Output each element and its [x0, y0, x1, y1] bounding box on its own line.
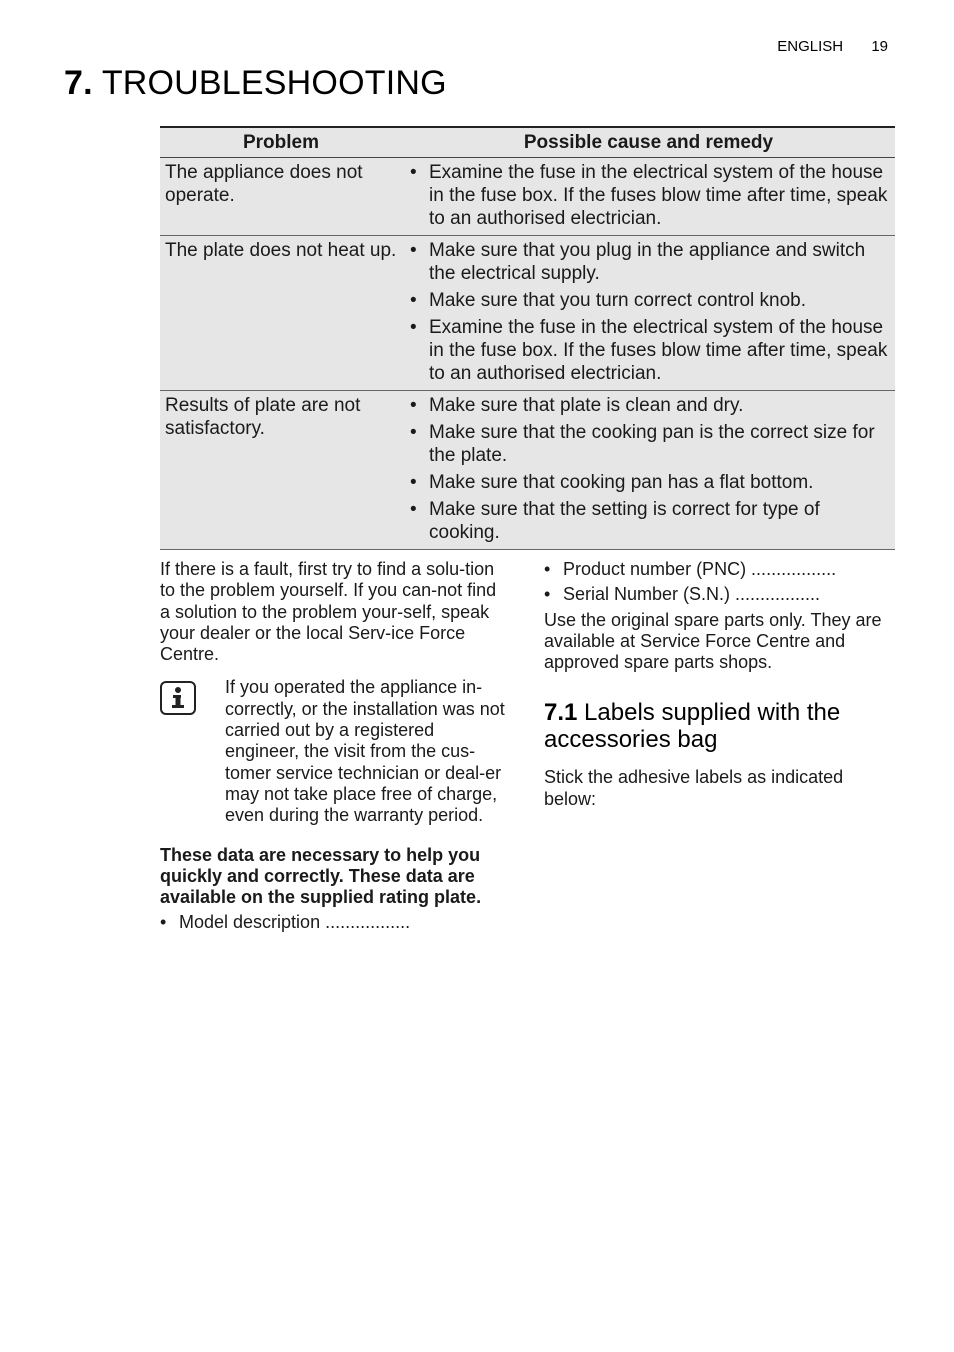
table-row — [160, 158, 895, 236]
section-title — [64, 64, 447, 103]
subsection-title — [544, 699, 900, 753]
intro-paragraph: If there is a fault, first try to find a solu-tion to the problem yourself. If you can-not find a solution to the problem your-self, speak your dealer or the local Serv-ice Force Centre. — [160, 559, 497, 665]
column-header-problem: Problem — [160, 127, 402, 158]
left-column — [160, 559, 510, 938]
remedy-item: • Make sure that you turn correct control knob. — [407, 289, 890, 312]
remedy-list — [407, 161, 890, 230]
info-note-text: If you operated the appliance in-correctly, or the installation was not carried out by a registered engineer, the visit from the cus-tomer service technician or deal-er may not take place free of charge, even during the warranty period. — [225, 677, 505, 826]
remedy-item: • Examine the fuse in the electrical system of the house in the fuse box. If the fuses blow time after time, speak to an authorised electrician. — [407, 161, 890, 230]
page-number: 19 — [871, 38, 888, 55]
stick-labels-paragraph: Stick the adhesive labels as indicated below: — [544, 767, 844, 809]
remedy-item: • Make sure that plate is clean and dry. — [407, 394, 890, 417]
data-note: These data are necessary to help you quickly and correctly. These data are available on the supplied rating plate. — [160, 844, 482, 908]
remedy-cell — [402, 236, 895, 391]
page-header — [777, 38, 888, 55]
subsection-title-text: Labels supplied with the accessories bag — [544, 699, 841, 754]
spare-parts-paragraph: Use the original spare parts only. They are available at Service Force Centre and approved spare parts shops. — [544, 609, 882, 673]
list-item: • Serial Number (S.N.) ................. — [544, 584, 900, 605]
right-column — [544, 559, 900, 810]
section-title-text: TROUBLESHOOTING — [101, 64, 447, 102]
remedy-cell — [402, 391, 895, 550]
info-icon — [160, 681, 196, 715]
remedy-item: • Make sure that you plug in the appliance and switch the electrical supply. — [407, 239, 890, 285]
table-row — [160, 391, 895, 550]
list-item: • Product number (PNC) ................. — [544, 559, 900, 580]
language-label: ENGLISH — [777, 38, 844, 55]
subsection-number: 7.1 — [544, 699, 578, 727]
problem-cell: The appliance does not operate. — [160, 158, 402, 236]
list-item: • Model description ................. — [160, 912, 510, 933]
table-header-row — [160, 127, 895, 158]
remedy-item: • Examine the fuse in the electrical system of the house in the fuse box. If the fuses blow time after time, speak to an authorised electrician. — [407, 316, 890, 385]
section-number: 7. — [64, 64, 93, 102]
remedy-cell — [402, 158, 895, 236]
remedy-item: • Make sure that the cooking pan is the correct size for the plate. — [407, 421, 890, 467]
troubleshooting-table — [160, 126, 895, 550]
data-list — [160, 912, 510, 933]
remedy-item: • Make sure that the setting is correct for type of cooking. — [407, 498, 890, 544]
problem-cell: Results of plate are not satisfactory. — [160, 391, 402, 550]
remedy-list — [407, 394, 890, 544]
info-note — [160, 677, 510, 826]
data-list — [544, 559, 900, 606]
column-header-remedy: Possible cause and remedy — [402, 127, 895, 158]
problem-cell: The plate does not heat up. — [160, 236, 402, 391]
remedy-list — [407, 239, 890, 385]
table-row — [160, 236, 895, 391]
remedy-item: • Make sure that cooking pan has a flat bottom. — [407, 471, 890, 494]
